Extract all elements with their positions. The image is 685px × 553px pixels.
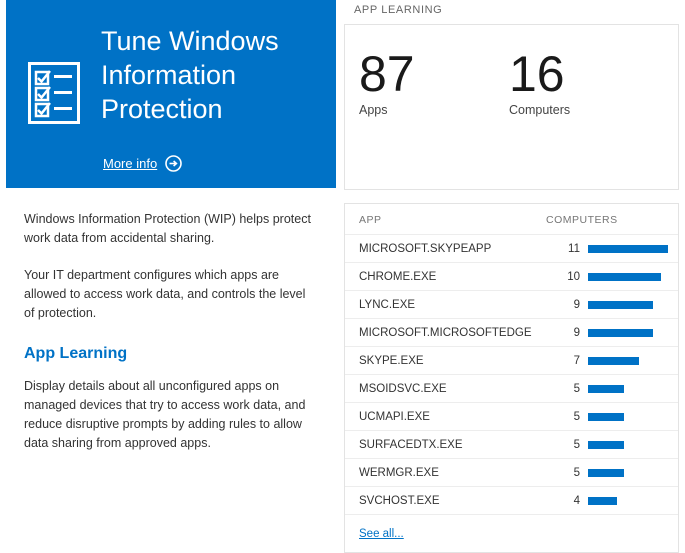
bar-fill [588, 469, 624, 477]
cell-app-name: SKYPE.EXE [359, 354, 424, 367]
more-info-label: More info [103, 156, 158, 171]
stat-computers-label: Computers [509, 103, 571, 117]
cell-computer-count: 11 [568, 242, 580, 255]
cell-computer-count: 4 [573, 494, 580, 507]
cell-computer-count: 10 [567, 270, 580, 283]
wip-description-2: Your IT department configures which apps are allowed to access work data, and controls the level of protection. [24, 268, 306, 320]
stat-computers-value: 16 [509, 46, 565, 102]
cell-bar [588, 385, 668, 393]
cell-bar [588, 413, 668, 421]
cell-app-name: WERMGR.EXE [359, 466, 439, 479]
table-row[interactable] [345, 402, 678, 430]
checklist-icon [28, 62, 80, 124]
cell-bar [588, 273, 668, 281]
bar-fill [588, 329, 653, 337]
cell-app-name: SURFACEDTX.EXE [359, 438, 463, 451]
bar-fill [588, 273, 661, 281]
bar-fill [588, 245, 668, 253]
cell-bar [588, 329, 668, 337]
table-row[interactable] [345, 234, 678, 262]
cell-computer-count: 5 [573, 466, 580, 479]
cell-computer-count: 5 [573, 382, 580, 395]
summary-tile [344, 24, 679, 190]
hero-banner [6, 0, 336, 188]
cell-app-name: CHROME.EXE [359, 270, 437, 283]
cell-app-name: MICROSOFT.SKYPEAPP [359, 242, 492, 255]
see-all-link[interactable]: See all... [359, 528, 404, 540]
bar-fill [588, 497, 617, 505]
stat-computers [509, 47, 659, 117]
table-row[interactable] [345, 262, 678, 290]
column-header-app: APP [359, 214, 382, 226]
table-row[interactable] [345, 318, 678, 346]
bar-fill [588, 301, 653, 309]
cell-computer-count: 9 [573, 326, 580, 339]
cell-bar [588, 469, 668, 477]
table-row[interactable] [345, 430, 678, 458]
stat-apps [359, 47, 509, 117]
cell-app-name: SVCHOST.EXE [359, 494, 440, 507]
arrow-right-circle-icon [165, 155, 182, 172]
bar-fill [588, 357, 639, 365]
stat-apps-value: 87 [359, 46, 415, 102]
page-title: Tune Windows Information Protection [101, 26, 279, 124]
info-body [6, 188, 336, 453]
app-learning-heading: App Learning [24, 345, 128, 362]
cell-computer-count: 5 [573, 438, 580, 451]
bar-fill [588, 441, 624, 449]
hero-text-block [101, 24, 322, 126]
table-row[interactable] [345, 486, 678, 514]
cell-bar [588, 245, 668, 253]
see-all-row [345, 514, 678, 552]
app-learning-panel-header: APP LEARNING [354, 4, 443, 16]
cell-bar [588, 301, 668, 309]
table-row[interactable] [345, 290, 678, 318]
app-learning-description: Display details about all unconfigured apps on managed devices that try to access work data, and reduce disruptive prompts by adding rules to allow data sharing from approved apps. [24, 379, 306, 450]
cell-computer-count: 7 [573, 354, 580, 367]
cell-computer-count: 9 [573, 298, 580, 311]
app-table [344, 203, 679, 553]
cell-app-name: UCMAPI.EXE [359, 410, 430, 423]
more-info-link[interactable] [103, 155, 182, 172]
cell-computer-count: 5 [573, 410, 580, 423]
info-panel [6, 0, 336, 528]
table-body [345, 234, 678, 514]
wip-description-1: Windows Information Protection (WIP) helps protect work data from accidental sharing. [24, 212, 311, 245]
table-row[interactable] [345, 374, 678, 402]
cell-app-name: LYNC.EXE [359, 298, 416, 311]
bar-fill [588, 413, 624, 421]
table-row[interactable] [345, 458, 678, 486]
cell-app-name: MICROSOFT.MICROSOFTEDGE [359, 326, 532, 339]
bar-fill [588, 385, 624, 393]
column-header-computers: COMPUTERS [546, 214, 618, 226]
app-learning-panel [344, 0, 679, 553]
cell-bar [588, 497, 668, 505]
stat-apps-label: Apps [359, 103, 388, 117]
cell-bar [588, 357, 668, 365]
table-row[interactable] [345, 346, 678, 374]
cell-bar [588, 441, 668, 449]
cell-app-name: MSOIDSVC.EXE [359, 382, 447, 395]
table-header-row [345, 204, 678, 234]
